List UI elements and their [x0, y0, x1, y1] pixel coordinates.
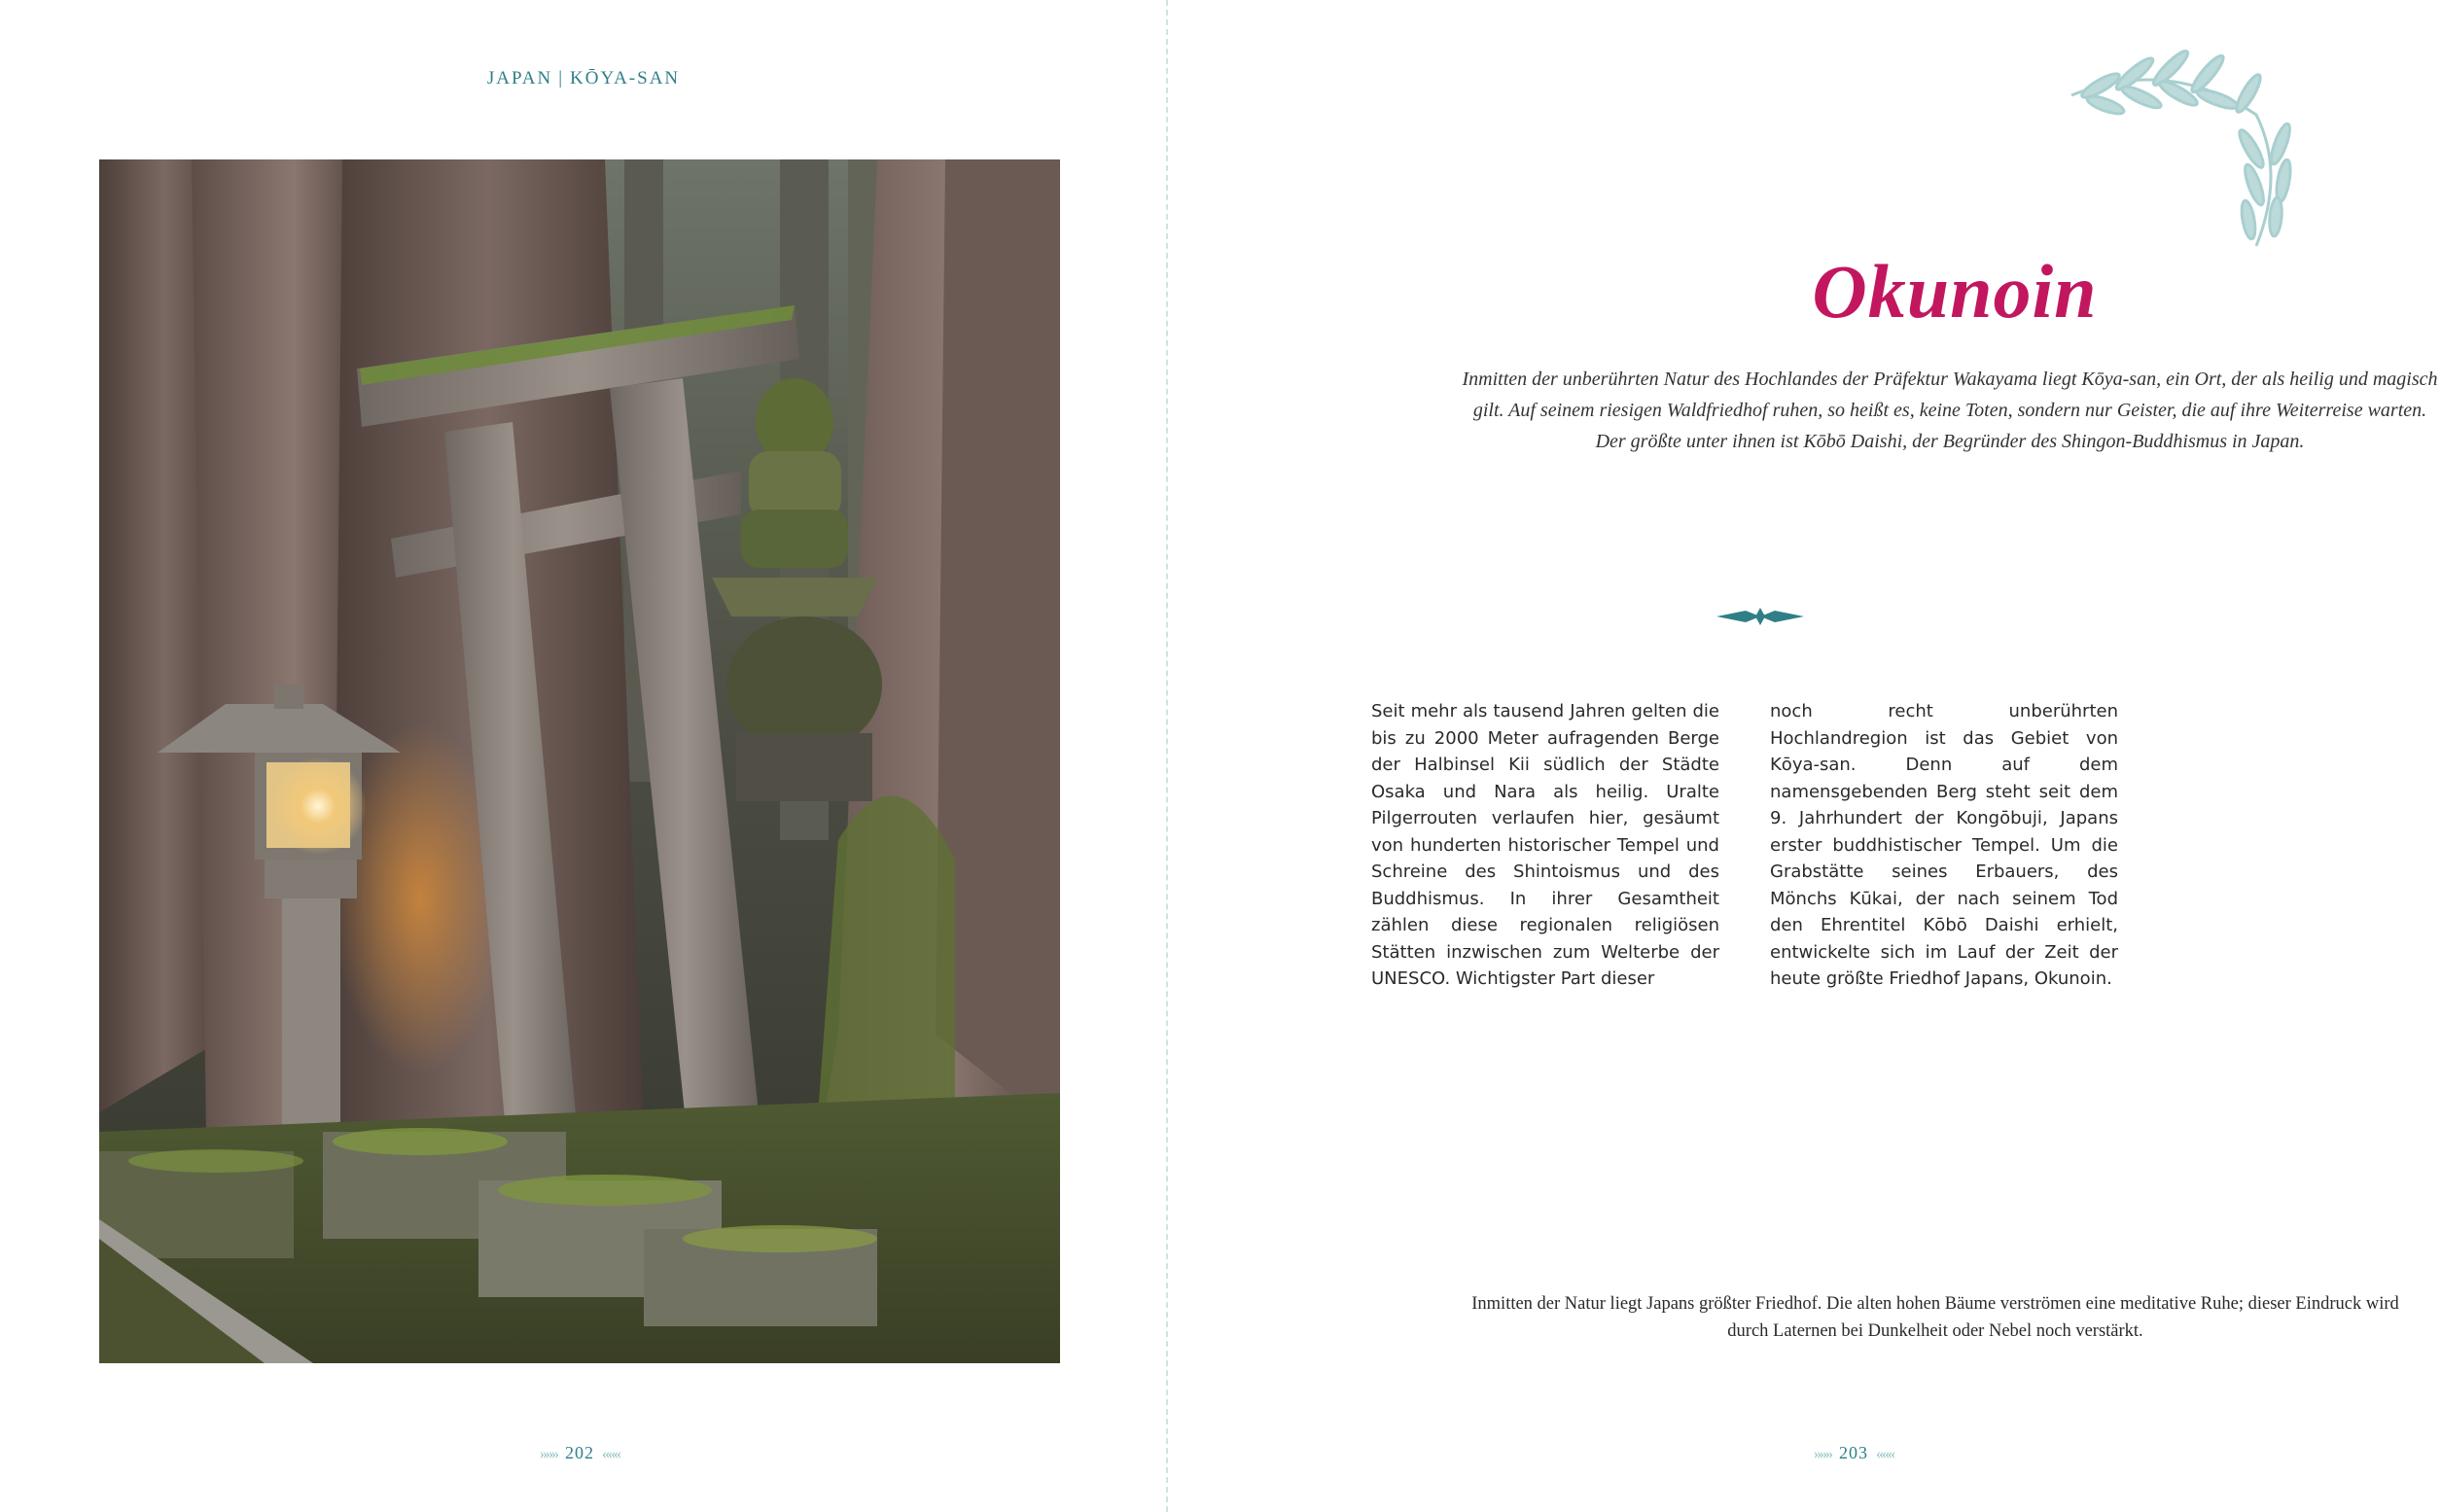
folio-ornament-right: «««: [602, 1446, 619, 1462]
right-page: [1167, 0, 2438, 1512]
running-head: [0, 68, 1167, 89]
ornamental-divider-icon: [1716, 606, 1804, 627]
page-number-left: [473, 1443, 687, 1463]
body-text-column-2: noch recht unberührten Hochlandregion ist das Gebiet von Kōya-san. Denn auf dem namensgebenden Berg steht seit dem 9. Jahrhundert der Kongōbuji, Japans erster buddhistischer Tempel. Um die Grabstätte seines Erbauers, des Mönchs Kūkai, der nach seinem Tod den Ehrentitel Kōbō Daishi erhielt, entwickelte sich im Lauf der Zeit der heute größte Friedhof Japans, Okunoin.: [1770, 701, 2118, 989]
folio-ornament-right: «««: [1876, 1446, 1893, 1462]
fern-branch-icon: [2062, 37, 2295, 251]
folio-ornament-left: »»»: [540, 1446, 557, 1462]
folio-ornament-left: »»»: [1814, 1446, 1831, 1462]
article-title: Okunoin: [1812, 249, 2098, 334]
photo-caption: Inmitten der Natur liegt Japans größter Friedhof. Die alten hohen Bäume verströmen eine meditative Ruhe; dieser Eindruck wird durch Laternen bei Dunkelheit oder Nebel noch verstärkt.: [1471, 1294, 2399, 1341]
body-text-column-1: Seit mehr als tausend Jahren gelten die bis zu 2000 Meter aufragenden Berge der Halbinsel Kii südlich der Städte Osaka und Nara als heilig. Uralte Pilgerrouten verlaufen hier, gesäumt von hunderten historischer Tempel und Schreine des Shintoismus und des Buddhismus. In ihrer Gesamtheit zählen diese regionalen religiösen Stätten inzwischen zum Welterbe der UNESCO. Wichtigster Part dieser: [1371, 701, 1719, 989]
running-head-country: JAPAN: [486, 68, 553, 88]
okunoin-forest-cemetery-photo: [99, 159, 1060, 1363]
page-number: 203: [1839, 1443, 1868, 1462]
running-head-separator: |: [558, 68, 565, 88]
running-head-place: KŌYA-SAN: [570, 68, 681, 88]
intro-paragraph: Inmitten der unberührten Natur des Hochlandes der Präfektur Wakayama liegt Kōya-san, ein Ort, der als heilig und magisch gilt. Auf seinem riesigen Waldfriedhof ruhen, so heißt es, keine Toten, sondern nur Geister, die auf ihre Weiterreise warten. Der größte unter ihnen ist Kōbō Daishi, der Begründer des Shingon-Buddhismus in Japan.: [1462, 369, 2438, 452]
photo-illustration: [99, 159, 1060, 1363]
page-number: 202: [565, 1443, 594, 1462]
left-page: [0, 0, 1167, 1512]
page-number-right: [1747, 1443, 1961, 1463]
